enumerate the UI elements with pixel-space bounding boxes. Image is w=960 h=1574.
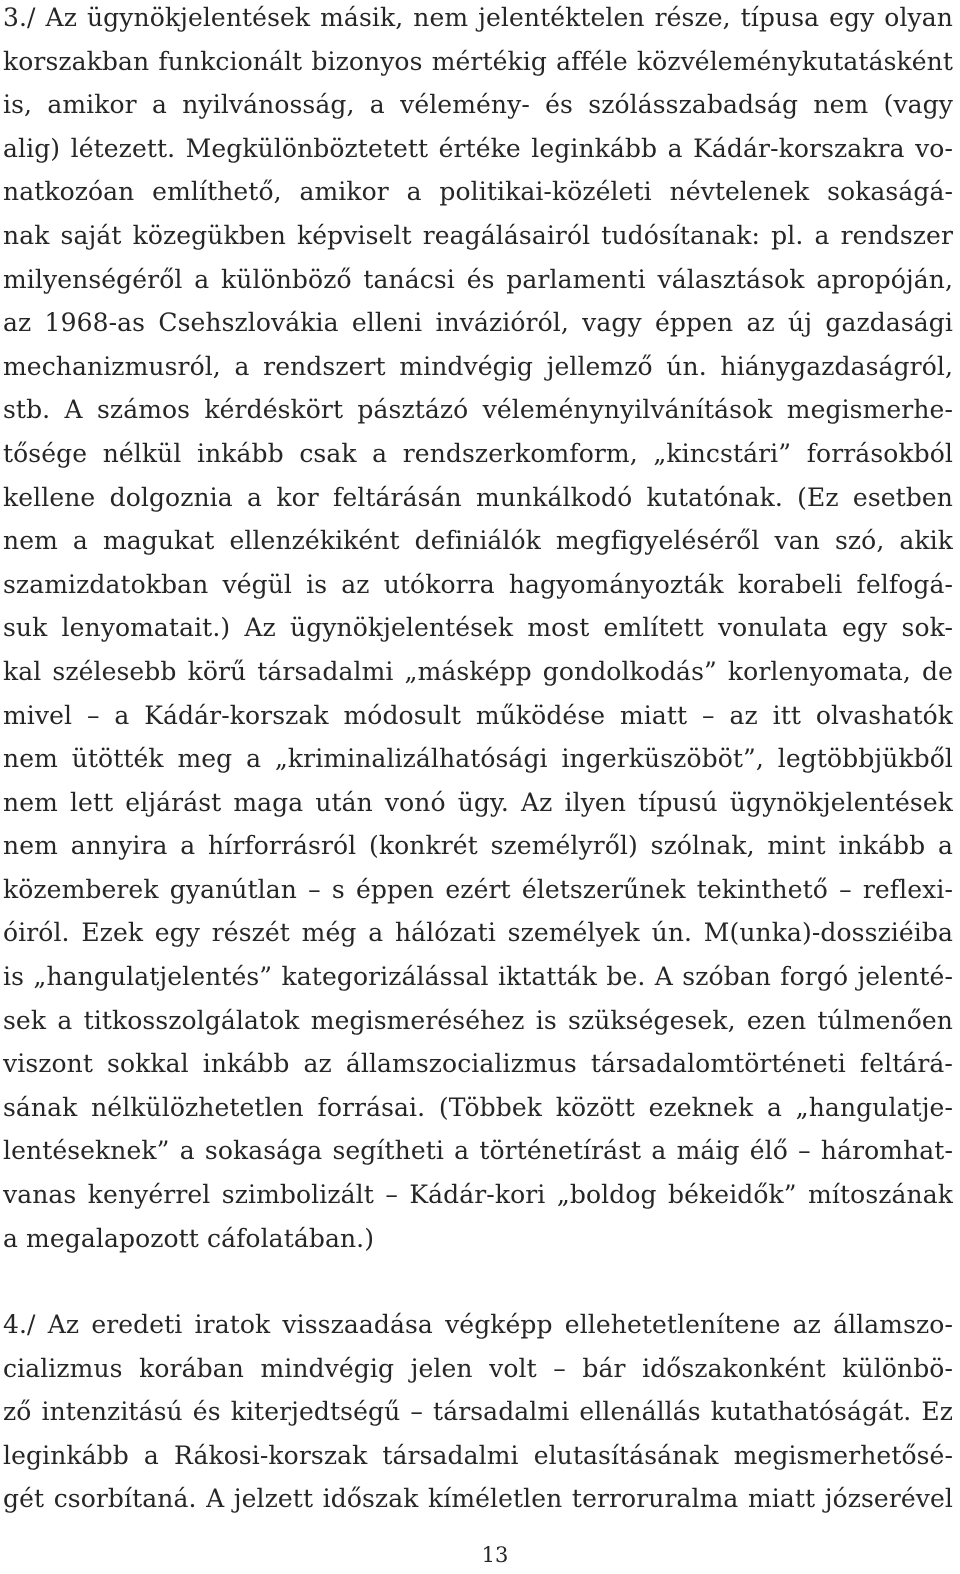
text-line: suk lenyomatait.) Az ügynökjelentések most említett vonulata egy sok-: [3, 613, 953, 643]
text-line: tősége nélkül inkább csak a rendszerkomform, „kincstári” forrásokból: [3, 438, 953, 468]
text-line: kellene dolgoznia a kor feltárásán munkálkodó kutatónak. (Ez esetben: [3, 482, 953, 512]
text-line: ző intenzitású és kiterjedtségű – társadalmi ellenállás kutathatóságát. Ez: [3, 1397, 953, 1427]
text-line: a megalapozott cáfolatában.): [3, 1223, 375, 1253]
text-line: kal szélesebb körű társadalmi „másképp gondolkodás” korlenyomata, de: [3, 656, 953, 686]
text-line: szamizdatokban végül is az utókorra hagyományozták korabeli felfogá-: [3, 569, 953, 599]
text-line: közemberek gyanútlan – s éppen ezért életszerűnek tekinthető – reflexi-: [3, 874, 953, 904]
text-line: stb. A számos kérdéskört pásztázó véleménynyilvánítások megismerhe-: [3, 395, 953, 425]
text-line: 3./ Az ügynökjelentések másik, nem jelentéktelen része, típusa egy olyan: [3, 3, 953, 32]
text-line: sának nélkülözhetetlen forrásai. (Többek között ezeknek a „hangulatje-: [3, 1092, 953, 1122]
text-line: nem a magukat ellenzékiként definiálók megfigyeléséről van szó, akik: [3, 526, 953, 556]
paragraph-3: [3, 0, 953, 1260]
text-line: sek a titkosszolgálatok megismeréséhez is szükségesek, ezen túlmenően: [3, 1005, 953, 1035]
text-line: leginkább a Rákosi-korszak társadalmi elutasításának megismerhetősé-: [3, 1440, 953, 1470]
text-line: natkozóan említhető, amikor a politikai-közéleti névtelenek sokaságá-: [3, 177, 953, 207]
text-line: cializmus korában mindvégig jelen volt – bár időszakonként különbö-: [3, 1353, 953, 1383]
text-line: nem ütötték meg a „kriminalizálhatósági ingerküszöböt”, legtöbbjükből: [3, 744, 953, 774]
text-line: alig) létezett. Megkülönböztetett értéke leginkább a Kádár-korszakra vo-: [3, 133, 953, 163]
text-line: mivel – a Kádár-korszak módosult működése miatt – az itt olvashatók: [3, 700, 953, 730]
text-line: óiról. Ezek egy részét még a hálózati személyek ún. M(unka)-dossziéiba: [3, 918, 953, 948]
paragraph-4: [3, 1303, 953, 1521]
text-line: viszont sokkal inkább az államszocializmus társadalomtörténeti feltárá-: [3, 1049, 953, 1079]
text-line: nem annyira a hírforrásról (konkrét személyről) szólnak, mint inkább a: [3, 831, 953, 861]
text-line: is „hangulatjelentés” kategorizálással iktatták be. A szóban forgó jelenté-: [3, 962, 953, 992]
text-line: vanas kenyérrel szimbolizált – Kádár-kori „boldog békeidők” mítoszának: [3, 1180, 953, 1210]
page-number: 13: [481, 1543, 509, 1567]
text-line: korszakban funkcionált bizonyos mértékig afféle közvéleménykutatásként: [3, 46, 953, 76]
text-line: nem lett eljárást maga után vonó ügy. Az ilyen típusú ügynökjelentések: [3, 787, 953, 817]
text-line: gét csorbítaná. A jelzett időszak kíméletlen terroruralma miatt józserével: [3, 1484, 953, 1514]
text-line: milyenségéről a különböző tanácsi és parlamenti választások apropóján,: [3, 264, 953, 294]
text-line: mechanizmusról, a rendszert mindvégig jellemző ún. hiánygazdaságról,: [3, 351, 953, 381]
text-line: nak saját közegükben képviselt reagálásairól tudósítanak: pl. a rendszer: [3, 220, 953, 250]
text-line: lentéseknek” a sokasága segítheti a történetírást a máig élő – háromhat-: [3, 1136, 953, 1166]
text-line: 4./ Az eredeti iratok visszaadása végképp ellehetetlenítene az államszo-: [3, 1310, 953, 1339]
text-line: az 1968-as Csehszlovákia elleni invázióról, vagy éppen az új gazdasági: [3, 308, 953, 338]
text-line: is, amikor a nyilvánosság, a vélemény- és szólásszabadság nem (vagy: [3, 90, 953, 120]
